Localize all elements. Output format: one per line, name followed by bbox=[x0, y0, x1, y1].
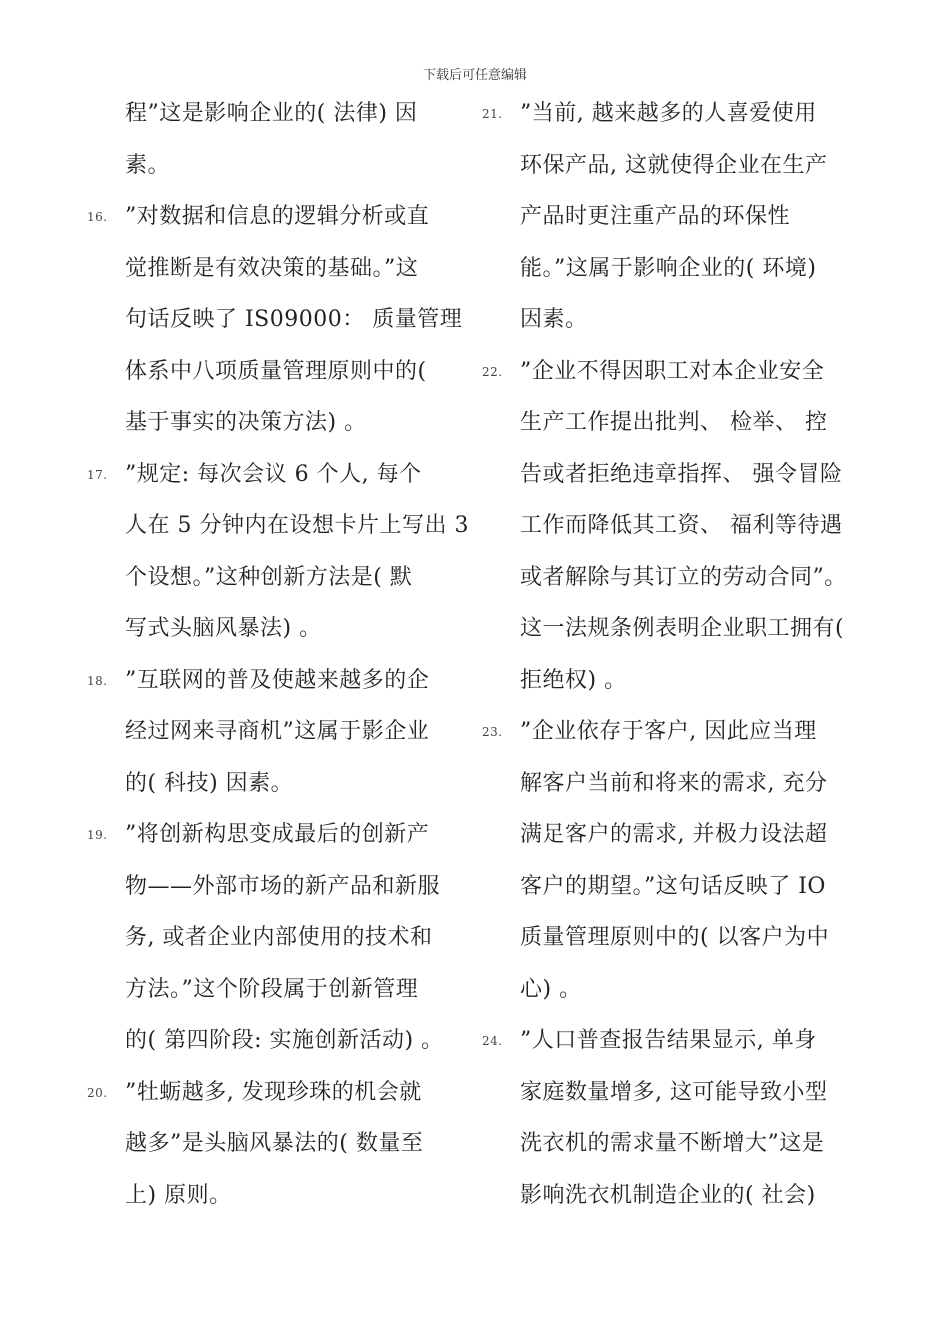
question-text-line bbox=[125, 500, 485, 552]
question-text: 能。”这属于影响企业的( 环境) bbox=[520, 255, 817, 281]
question-text: 物——外部市场的新产品和新服 bbox=[125, 873, 441, 899]
question-text-line bbox=[87, 1067, 485, 1119]
question-text-line bbox=[87, 191, 485, 243]
question-text-line bbox=[125, 397, 485, 449]
question-text: 环保产品, 这就使得企业在生产 bbox=[520, 152, 828, 178]
question-text-line bbox=[125, 140, 485, 192]
question-number: 22. bbox=[482, 364, 503, 379]
question-text-line bbox=[125, 706, 485, 758]
question-text: 程”这是影响企业的( 法律) 因 bbox=[125, 101, 418, 126]
question-item bbox=[482, 88, 880, 346]
question-text-line bbox=[520, 140, 880, 192]
question-text: ”人口普查报告结果显示, 单身 bbox=[520, 1028, 817, 1053]
question-text-line bbox=[520, 397, 880, 449]
question-text-line bbox=[87, 655, 485, 707]
question-item bbox=[87, 809, 485, 1067]
question-text: ”牡蛎越多, 发现珍珠的机会就 bbox=[125, 1079, 422, 1105]
question-text-line bbox=[125, 603, 485, 655]
question-text-line bbox=[520, 191, 880, 243]
question-text: 产品时更注重产品的环保性 bbox=[520, 204, 791, 229]
question-text: 句话反映了 IS09000： 质量管理 bbox=[125, 307, 463, 332]
question-text-line bbox=[125, 964, 485, 1016]
question-text-line bbox=[125, 758, 485, 810]
left-column bbox=[87, 88, 485, 1221]
question-text: 觉推断是有效决策的基础。”这 bbox=[125, 255, 419, 281]
question-text: 的( 第四阶段: 实施创新活动) 。 bbox=[125, 1028, 444, 1053]
question-text: 心) 。 bbox=[520, 976, 582, 1002]
question-number: 23. bbox=[482, 725, 503, 739]
question-text: 洗衣机的需求量不断增大”这是 bbox=[520, 1131, 825, 1156]
right-column bbox=[482, 88, 880, 1221]
question-text: 质量管理原则中的( 以客户为中 bbox=[520, 925, 830, 950]
question-text-line bbox=[520, 964, 880, 1016]
question-number: 21. bbox=[482, 107, 503, 121]
question-text-line bbox=[125, 912, 485, 964]
question-text: 基于事实的决策方法) 。 bbox=[125, 410, 367, 435]
question-item bbox=[482, 706, 880, 1015]
question-text-line bbox=[520, 1118, 880, 1170]
question-text-line bbox=[125, 88, 485, 140]
question-text-line bbox=[520, 655, 880, 707]
question-text: 的( 科技) 因素。 bbox=[125, 770, 294, 796]
question-text-line bbox=[520, 500, 880, 552]
question-text-line bbox=[520, 809, 880, 861]
question-text: 拒绝权) 。 bbox=[520, 667, 627, 693]
question-text: ”对数据和信息的逻辑分析或直 bbox=[125, 204, 430, 229]
question-text: 人在 5 分钟内在设想卡片上写出 3 bbox=[125, 513, 469, 538]
question-text: 素。 bbox=[125, 152, 171, 178]
question-item bbox=[87, 655, 485, 810]
question-text-line bbox=[520, 449, 880, 501]
question-text-line bbox=[125, 1015, 485, 1067]
question-text: 工作而降低其工资、 福利等待遇 bbox=[520, 513, 843, 538]
question-text-line bbox=[87, 809, 485, 861]
question-text-line bbox=[125, 861, 485, 913]
question-text: 经过网来寻商机”这属于影企业 bbox=[125, 719, 430, 744]
question-item bbox=[87, 449, 485, 655]
question-text-line bbox=[125, 552, 485, 604]
question-number: 18. bbox=[87, 673, 108, 688]
question-text-line bbox=[520, 758, 880, 810]
question-text: 写式头脑风暴法) 。 bbox=[125, 616, 322, 641]
question-item bbox=[125, 88, 485, 191]
question-text: ”规定: 每次会议 6 个人, 每个 bbox=[125, 461, 422, 487]
question-text: 上) 原则。 bbox=[125, 1182, 232, 1208]
question-text-line bbox=[125, 1170, 485, 1222]
question-item bbox=[87, 191, 485, 449]
question-number: 24. bbox=[482, 1034, 503, 1048]
question-text-line bbox=[482, 706, 880, 758]
question-text-line bbox=[125, 346, 485, 398]
question-text: ”当前, 越来越多的人喜爱使用 bbox=[520, 101, 817, 126]
question-text-line bbox=[482, 346, 880, 398]
question-text-line bbox=[520, 861, 880, 913]
question-text: 满足客户的需求, 并极力设法超 bbox=[520, 822, 828, 847]
question-text-line bbox=[520, 294, 880, 346]
question-text-line bbox=[87, 449, 485, 501]
question-number: 16. bbox=[87, 210, 108, 224]
question-text-line bbox=[125, 1118, 485, 1170]
question-text-line bbox=[482, 1015, 880, 1067]
question-text: 解客户当前和将来的需求, 充分 bbox=[520, 770, 828, 796]
question-text: ”企业依存于客户, 因此应当理 bbox=[520, 719, 817, 744]
question-text: 告或者拒绝违章指挥、 强令冒险 bbox=[520, 461, 843, 487]
question-text-line bbox=[125, 243, 485, 295]
question-item bbox=[87, 1067, 485, 1222]
question-text: 这一法规条例表明企业职工拥有( bbox=[520, 616, 845, 641]
question-text-line bbox=[520, 1067, 880, 1119]
question-number: 20. bbox=[87, 1085, 108, 1100]
question-number: 17. bbox=[87, 467, 108, 482]
question-text: ”将创新构思变成最后的创新产 bbox=[125, 822, 430, 847]
question-text-line bbox=[520, 603, 880, 655]
question-text: 或者解除与其订立的劳动合同”。 bbox=[520, 564, 847, 590]
question-text: 客户的期望。”这句话反映了 IO bbox=[520, 873, 826, 899]
question-text: 越多”是头脑风暴法的( 数量至 bbox=[125, 1131, 424, 1156]
question-text: 务, 或者企业内部使用的技术和 bbox=[125, 925, 433, 950]
question-text: 方法。”这个阶段属于创新管理 bbox=[125, 976, 419, 1002]
question-text-line bbox=[482, 88, 880, 140]
question-text: ”互联网的普及使越来越多的企 bbox=[125, 667, 430, 693]
question-text: 个设想。”这种创新方法是( 默 bbox=[125, 564, 413, 590]
question-text-line bbox=[520, 243, 880, 295]
question-text-line bbox=[125, 294, 485, 346]
page-header: 下载后可任意编辑 bbox=[422, 68, 527, 83]
question-text: 体系中八项质量管理原则中的( bbox=[125, 358, 427, 384]
question-text: 家庭数量增多, 这可能导致小型 bbox=[520, 1079, 828, 1105]
question-number: 19. bbox=[87, 828, 108, 842]
question-text: 影响洗衣机制造企业的( 社会) bbox=[520, 1182, 816, 1208]
question-text-line bbox=[520, 552, 880, 604]
question-text-line bbox=[520, 1170, 880, 1222]
question-item bbox=[482, 346, 880, 707]
question-text: 因素。 bbox=[520, 307, 588, 332]
question-text: ”企业不得因职工对本企业安全 bbox=[520, 358, 825, 384]
question-text: 生产工作提出批判、 检举、 控 bbox=[520, 410, 828, 435]
question-item bbox=[482, 1015, 880, 1221]
question-text-line bbox=[520, 912, 880, 964]
